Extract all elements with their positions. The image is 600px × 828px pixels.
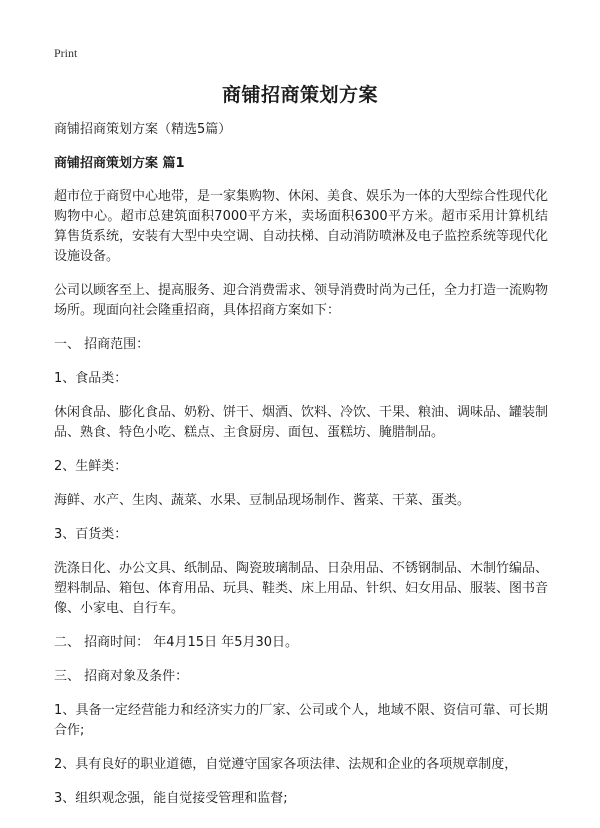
paragraph: 公司以顾客至上、提高服务、迎合消费需求、领导消费时尚为己任，全力打造一流购物场所。现面向社会隆重招商，具体招商方案如下： — [54, 283, 549, 318]
print-label: Print — [54, 46, 78, 60]
paragraph: 休闲食品、膨化食品、奶粉、饼干、烟酒、饮料、冷饮、干果、粮油、调味品、罐装制品、熟食、特色小吃、糕点、主食厨房、面包、蛋糕坊、腌腊制品。 — [54, 405, 549, 440]
paragraph: 一、 招商范围： — [54, 337, 150, 352]
paragraph: 3、百货类： — [54, 527, 128, 542]
paragraph: 1、食品类： — [54, 371, 128, 386]
paragraph: 二、 招商时间： 年4月15日 年5月30日。 — [54, 635, 299, 650]
document-subtitle: 商铺招商策划方案（精选5篇） — [54, 122, 232, 137]
paragraph: 洗涤日化、办公文具、纸制品、陶瓷玻璃制品、日杂用品、不锈钢制品、木制竹编品、塑料制品、箱包、体育用品、玩具、鞋类、床上用品、针织、妇女用品、服装、图书音像、小家电、自行车。 — [54, 561, 549, 616]
paragraph: 2、具有良好的职业道德，自觉遵守国家各项法律、法规和企业的各项规章制度， — [54, 757, 518, 772]
paragraph: 3、组织观念强，能自觉接受管理和监督; — [54, 791, 288, 806]
paragraph: 三、 招商对象及条件： — [54, 669, 189, 684]
section-title: 商铺招商策划方案 篇1 — [54, 156, 185, 171]
document-body — [54, 120, 548, 823]
paragraph: 1、具备一定经营能力和经济实力的厂家、公司或个人，地域不限、资信可靠、可长期合作; — [54, 703, 548, 738]
paragraph: 2、生鲜类： — [54, 459, 128, 474]
document-title: 商铺招商策划方案 — [221, 84, 378, 106]
paragraph: 海鲜、水产、生肉、蔬菜、水果、豆制品现场制作、酱菜、干菜、蛋类。 — [54, 493, 471, 508]
paragraph: 超市位于商贸中心地带，是一家集购物、休闲、美食、娱乐为一体的大型综合性现代化购物中心。超市总建筑面积7000平方米，卖场面积6300平方米。超市采用计算机结算售货系统，安装有大型中央空调、自动扶梯、自动消防喷淋及电子监控系统等现代化设施设备。 — [54, 189, 549, 264]
